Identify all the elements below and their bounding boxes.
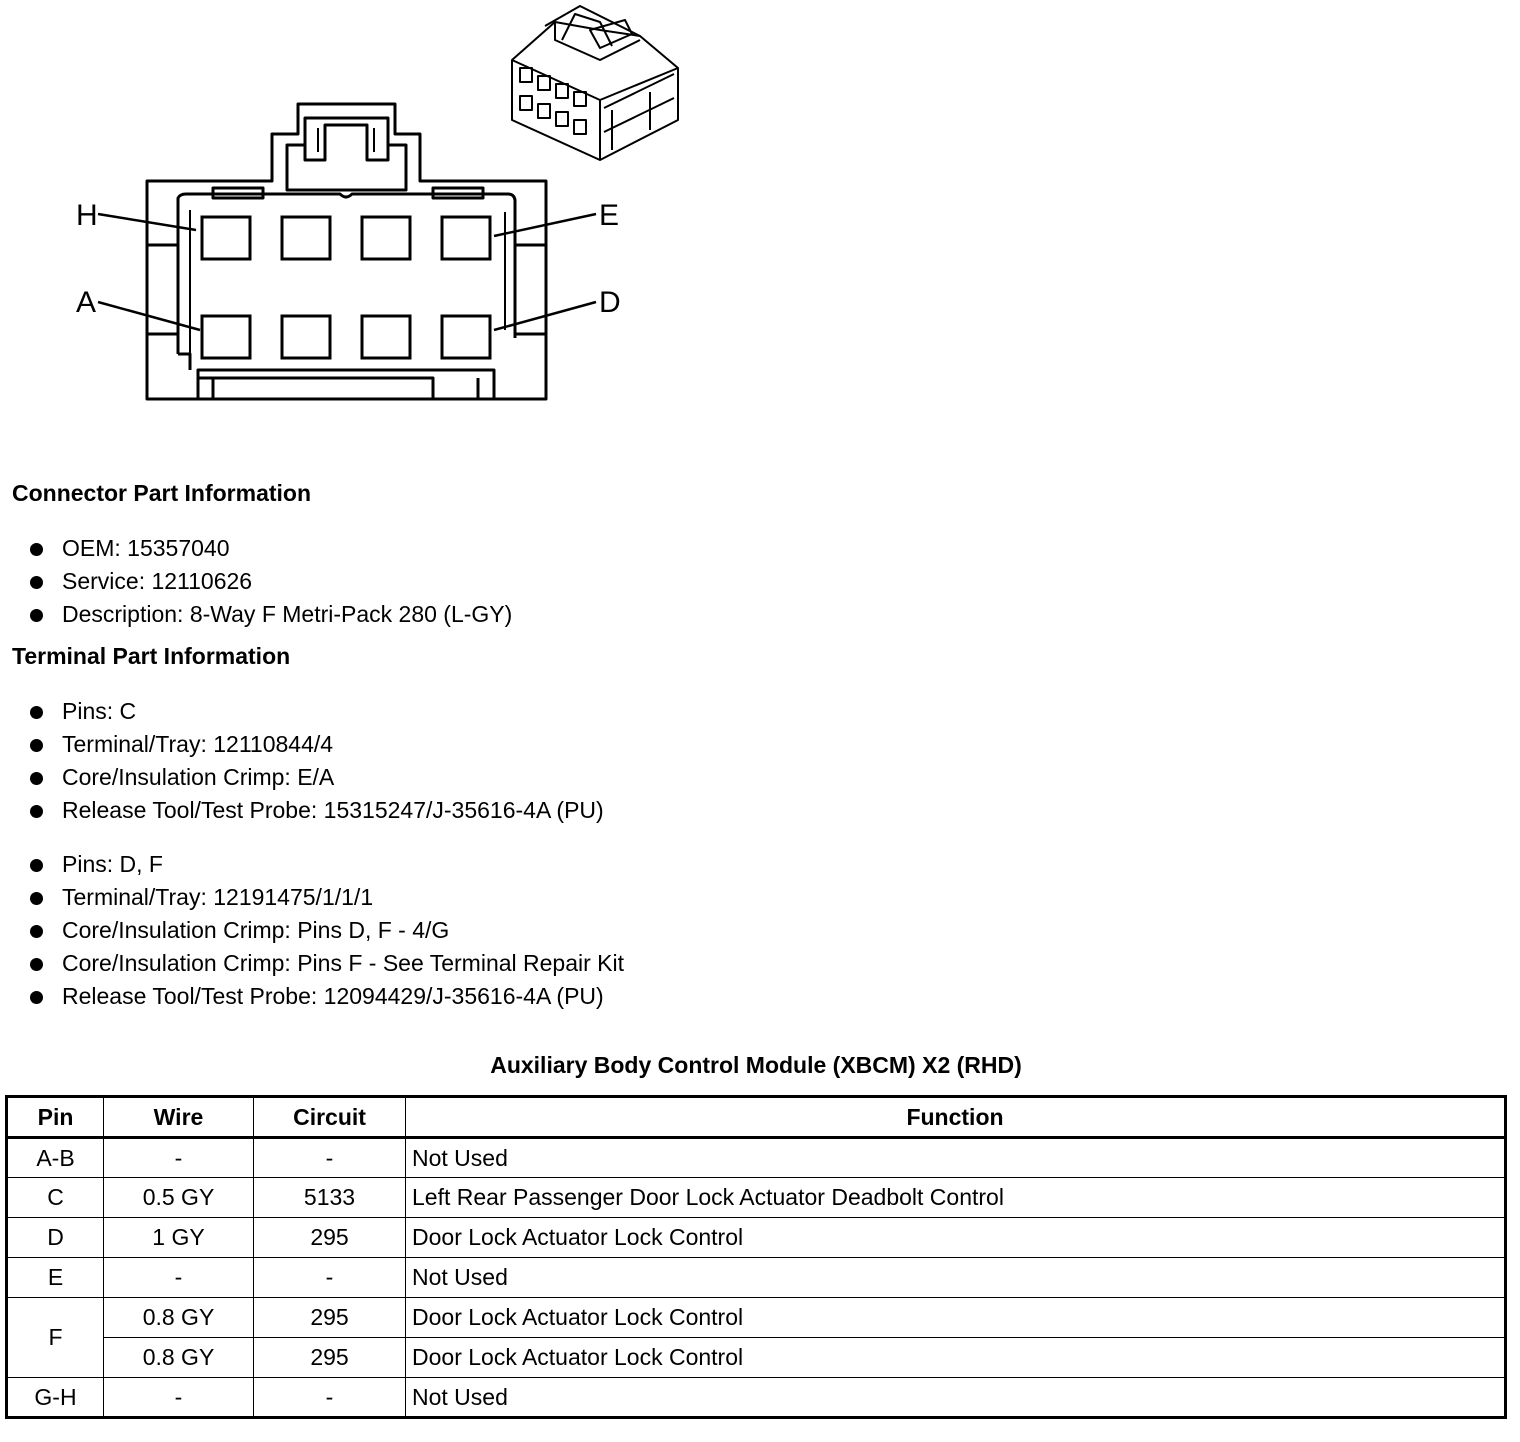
cell-circuit: -: [254, 1378, 406, 1418]
connector-info-list: [28, 532, 512, 631]
table-row: [7, 1258, 1506, 1298]
cell-function: Door Lock Actuator Lock Control: [406, 1218, 1506, 1258]
cell-wire: 0.8 GY: [104, 1338, 254, 1378]
cell-circuit: 295: [254, 1298, 406, 1338]
header-circuit: Circuit: [254, 1097, 406, 1138]
table-row: [7, 1298, 1506, 1338]
cell-wire: 0.8 GY: [104, 1298, 254, 1338]
pin-label-e: E: [599, 199, 620, 232]
connector-diagram: [0, 0, 700, 420]
header-pin: Pin: [7, 1097, 104, 1138]
cell-function: Door Lock Actuator Lock Control: [406, 1338, 1506, 1378]
list-item: Service: 12110626: [28, 565, 512, 598]
pin-label-d: D: [599, 286, 621, 319]
cell-function: Door Lock Actuator Lock Control: [406, 1298, 1506, 1338]
cell-wire: -: [104, 1378, 254, 1418]
cell-wire: -: [104, 1258, 254, 1298]
connector-info-heading: Connector Part Information: [12, 480, 312, 506]
cell-wire: -: [104, 1138, 254, 1178]
table-row: [7, 1138, 1506, 1178]
cell-pin: C: [7, 1178, 104, 1218]
header-wire: Wire: [104, 1097, 254, 1138]
pin-label-a: A: [76, 286, 97, 319]
list-item: Core/Insulation Crimp: Pins F - See Terminal Repair Kit: [28, 947, 624, 980]
terminal-info-heading: Terminal Part Information: [12, 643, 291, 669]
list-item: Terminal/Tray: 12191475/1/1/1: [28, 881, 624, 914]
list-item: Pins: D, F: [28, 848, 624, 881]
cell-circuit: 295: [254, 1218, 406, 1258]
connector-isometric-illustration: [512, 6, 678, 160]
cell-function: Left Rear Passenger Door Lock Actuator Deadbolt Control: [406, 1178, 1506, 1218]
table-row: [7, 1218, 1506, 1258]
list-item: Terminal/Tray: 12110844/4: [28, 728, 604, 761]
cell-wire: 1 GY: [104, 1218, 254, 1258]
pin-label-h: H: [76, 199, 98, 232]
cell-pin: E: [7, 1258, 104, 1298]
list-item: Pins: C: [28, 695, 604, 728]
pinout-table: [5, 1095, 1507, 1419]
table-row: [7, 1378, 1506, 1418]
table-title: Auxiliary Body Control Module (XBCM) X2 (RHD): [490, 1052, 1022, 1078]
cell-pin: D: [7, 1218, 104, 1258]
cell-circuit: 5133: [254, 1178, 406, 1218]
list-item: Core/Insulation Crimp: E/A: [28, 761, 604, 794]
list-item: OEM: 15357040: [28, 532, 512, 565]
list-item: Description: 8-Way F Metri-Pack 280 (L-GY): [28, 598, 512, 631]
cell-pin: F: [7, 1298, 104, 1378]
list-item: Core/Insulation Crimp: Pins D, F - 4/G: [28, 914, 624, 947]
cell-pin: A-B: [7, 1138, 104, 1178]
list-item: Release Tool/Test Probe: 15315247/J-35616-4A (PU): [28, 794, 604, 827]
cell-circuit: 295: [254, 1338, 406, 1378]
cell-pin: G-H: [7, 1378, 104, 1418]
cell-circuit: -: [254, 1138, 406, 1178]
cell-wire: 0.5 GY: [104, 1178, 254, 1218]
cell-circuit: -: [254, 1258, 406, 1298]
header-function: Function: [406, 1097, 1506, 1138]
cell-function: Not Used: [406, 1258, 1506, 1298]
list-item: Release Tool/Test Probe: 12094429/J-35616-4A (PU): [28, 980, 624, 1013]
cell-function: Not Used: [406, 1138, 1506, 1178]
terminal-info-list-1: [28, 695, 604, 827]
cell-function: Not Used: [406, 1378, 1506, 1418]
table-row: [7, 1178, 1506, 1218]
terminal-info-list-2: [28, 848, 624, 1013]
table-header-row: [7, 1097, 1506, 1138]
table-row: [7, 1338, 1506, 1378]
